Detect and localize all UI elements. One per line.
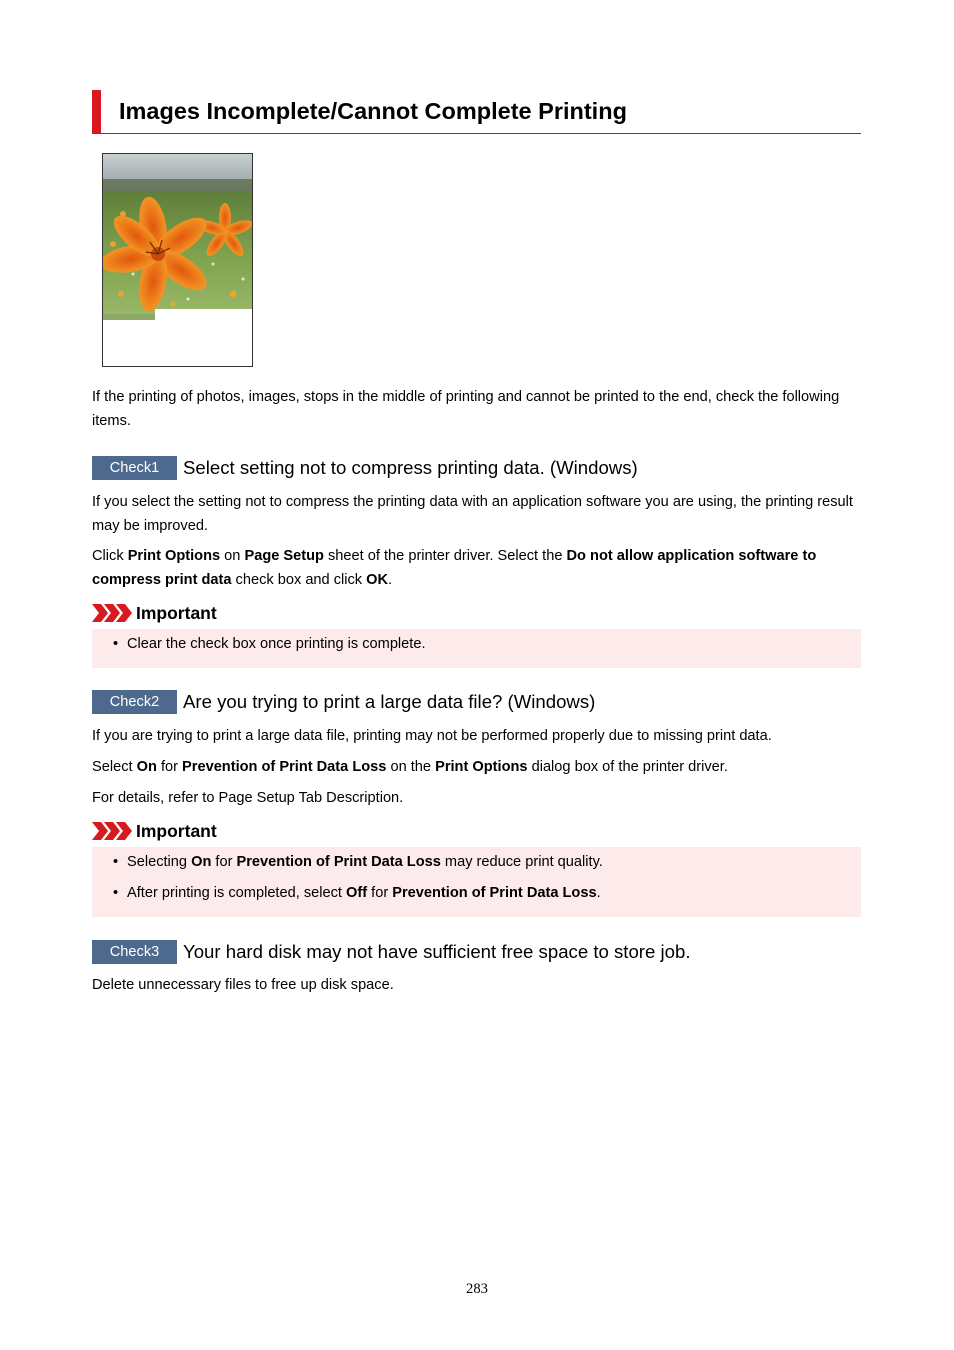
- bold-run: On: [136, 759, 157, 775]
- check2-paragraph-1: If you are trying to print a large data file, printing may not be performed properly due to missing print data.: [92, 728, 772, 744]
- bold-run: Prevention of Print Data Loss: [182, 759, 387, 775]
- bold-run: Prevention of Print Data Loss: [236, 854, 441, 870]
- important-arrows-icon: [92, 822, 132, 840]
- important-list-item: [113, 634, 426, 654]
- text-run: for: [211, 854, 237, 870]
- text-run: dialog box of the printer driver.: [527, 759, 728, 775]
- check2-heading: Are you trying to print a large data file? (Windows): [183, 691, 596, 712]
- check1-badge: Check1: [92, 456, 177, 480]
- important-label: Important: [136, 821, 217, 841]
- text-run: .: [388, 571, 393, 588]
- page-number: 283: [466, 1281, 488, 1297]
- text-run: for: [367, 885, 393, 901]
- bullet-icon: •: [113, 854, 119, 870]
- check3-paragraph-1: Delete unnecessary files to free up disk space.: [92, 977, 394, 993]
- bold-run: Do not allow application software to compress print data: [92, 548, 817, 588]
- bold-run: Page Setup: [244, 548, 324, 564]
- important-list-item: [113, 852, 603, 872]
- text-run: Selecting: [127, 854, 192, 870]
- bold-run: OK: [366, 571, 389, 588]
- bold-run: Off: [346, 885, 368, 901]
- incomplete-print-illustration: [102, 153, 253, 367]
- check2-important-box: [92, 847, 861, 917]
- text-run: Select: [92, 759, 137, 775]
- check3-header: [92, 940, 861, 964]
- check1-header: [92, 456, 861, 480]
- text-run: on: [220, 548, 245, 564]
- flower-photo-image: [103, 154, 252, 366]
- check3-badge: Check3: [92, 940, 177, 964]
- text-run: check box and click: [231, 571, 367, 588]
- check2-paragraph-2: [92, 756, 861, 780]
- title-section: [92, 90, 861, 134]
- check1-paragraph-2: [92, 545, 861, 592]
- check2-paragraph-3: For details, refer to Page Setup Tab Description.: [92, 790, 404, 806]
- bold-run: Print Options: [435, 759, 528, 775]
- check2-important-header: [92, 820, 492, 842]
- bold-run: Prevention of Print Data Loss: [392, 885, 597, 901]
- text-run: sheet of the printer driver. Select the: [323, 548, 567, 564]
- important-list-item: [113, 883, 601, 903]
- important-label: Important: [136, 603, 217, 623]
- check1-paragraph-1: If you select the setting not to compress the printing data with an application software you are using, the printing result may be improved.: [92, 494, 853, 534]
- bold-run: Print Options: [127, 548, 221, 564]
- check1-important-header: [92, 602, 492, 624]
- bullet-icon: •: [113, 885, 119, 901]
- check2-header: [92, 690, 861, 714]
- title-accent-bar: [92, 90, 101, 133]
- page-title: Images Incomplete/Cannot Complete Printing: [119, 98, 627, 124]
- text-run: for: [156, 759, 183, 775]
- text-run: on the: [386, 759, 436, 775]
- important-item-text: Clear the check box once printing is complete.: [127, 636, 426, 652]
- intro-paragraph: If the printing of photos, images, stops in the middle of printing and cannot be printed to the end, check the following items.: [92, 389, 840, 429]
- check3-heading: Your hard disk may not have sufficient free space to store job.: [183, 941, 691, 962]
- text-run: Click: [92, 548, 128, 564]
- check1-heading: Select setting not to compress printing data. (Windows): [183, 457, 638, 478]
- text-run: .: [596, 885, 601, 901]
- text-run: may reduce print quality.: [440, 854, 603, 870]
- check1-important-box: [92, 629, 861, 668]
- text-run: After printing is completed, select: [127, 885, 347, 901]
- bold-run: On: [191, 854, 212, 870]
- bullet-icon: •: [113, 636, 119, 652]
- important-arrows-icon: [92, 604, 132, 622]
- check2-badge: Check2: [92, 690, 177, 714]
